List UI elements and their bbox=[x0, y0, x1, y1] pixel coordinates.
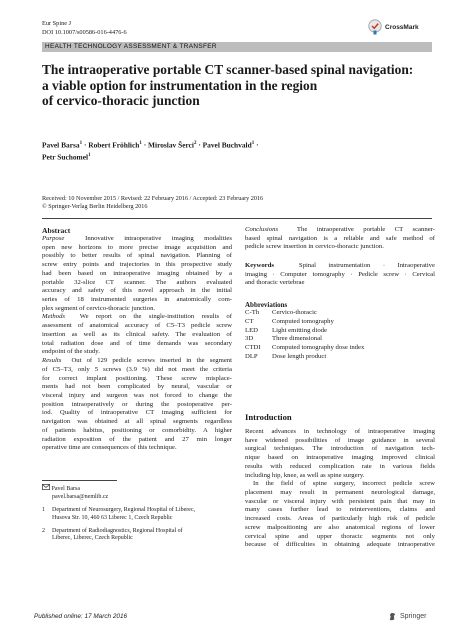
line-text: portable 32-slice CT scanner. The authors evaluated bbox=[42, 278, 232, 286]
author-name[interactable]: Pavel Barsa bbox=[42, 140, 80, 150]
line-text: had been based on intraoperative imaging obtained by a bbox=[42, 269, 232, 277]
text-line bbox=[42, 270, 232, 279]
line-text: The intraoperative portable CT scanner- bbox=[296, 226, 435, 233]
affiliation-text: Department of Radiodiagnostics, Regional Hospital of bbox=[52, 527, 183, 534]
author-separator: · bbox=[83, 140, 89, 150]
text-line bbox=[245, 472, 435, 481]
abbreviation-definition: Computed tomography dose index bbox=[272, 344, 365, 352]
journal-name: Eur Spine J bbox=[42, 20, 72, 27]
line-text: nique based on intraoperative imaging improved clinical bbox=[245, 454, 435, 462]
text-line bbox=[42, 357, 232, 366]
abbreviation: LED bbox=[245, 326, 258, 334]
keywords-label: Keywords bbox=[245, 262, 274, 269]
line-text: series of 18 instrumented surgeries in anatomically com- bbox=[42, 296, 232, 304]
conclusions-body bbox=[245, 226, 435, 252]
text-line bbox=[245, 463, 435, 472]
line-text: accuracy and safety of this novel approach in the initial bbox=[42, 287, 232, 295]
envelope-icon bbox=[42, 484, 50, 494]
abbreviation: 3D bbox=[245, 335, 254, 343]
paragraph-label: Purpose bbox=[42, 235, 65, 242]
abbreviations bbox=[245, 301, 435, 362]
affiliation-text: Liberec, Liberec, Czech Republic bbox=[52, 535, 133, 542]
text-line bbox=[245, 428, 435, 437]
line-text: many cases further lead to reinterventions, claims and bbox=[245, 506, 435, 514]
line-text: navigation was obtained at all spinal segments regardless bbox=[42, 418, 232, 426]
line-text: position intraoperatively or during the postoperative per- bbox=[42, 400, 232, 408]
title-line: of cervico-thoracic junction bbox=[42, 93, 200, 108]
line-text: assessment of anatomical accuracy of C5–T3 pedicle screw bbox=[42, 322, 232, 330]
author-line-2 bbox=[42, 151, 402, 163]
line-text: of C5–T3, only 5 screws (3.9 %) did not meet the criteria bbox=[42, 365, 232, 373]
text-line bbox=[42, 252, 232, 261]
keywords-text: imaging · Computer tomography · Pedicle screw · Cervical bbox=[245, 270, 435, 278]
author-name[interactable]: Pavel Buchvald bbox=[202, 140, 252, 150]
text-line bbox=[42, 287, 232, 296]
abstract-conclusions bbox=[245, 226, 435, 252]
abbreviation-definition: Dose length product bbox=[272, 352, 327, 360]
line-text: results with reduced complication rate in various fields bbox=[245, 462, 435, 470]
text-line bbox=[245, 489, 435, 498]
text-line bbox=[245, 445, 435, 454]
author-list bbox=[42, 139, 402, 163]
line-text: increased costs. Areas of particularly high risk of pedicle bbox=[245, 515, 435, 523]
text-line bbox=[42, 444, 232, 453]
introduction-body bbox=[245, 428, 435, 550]
copyright: © Springer-Verlag Berlin Heidelberg 2016 bbox=[42, 203, 148, 211]
line-text: Out of 129 pedicle screws inserted in the segment bbox=[71, 357, 232, 365]
text-line bbox=[245, 506, 435, 515]
abbreviations-heading: Abbreviations bbox=[245, 301, 288, 309]
abbreviation-row bbox=[245, 335, 435, 344]
abbreviation-row bbox=[245, 344, 435, 353]
springer-horse-icon bbox=[388, 612, 397, 621]
correspondence-name: Pavel Barsa bbox=[51, 486, 80, 493]
text-line bbox=[245, 524, 435, 533]
paragraph-label: Conclusions bbox=[245, 226, 279, 233]
author-affiliation-mark: 1 bbox=[79, 141, 83, 146]
text-line bbox=[42, 235, 232, 244]
publisher-name: Springer bbox=[400, 613, 427, 620]
line-text: open new horizons to more precise image acquisition and bbox=[42, 243, 232, 251]
line-text: operative time are consequences of this technique. bbox=[42, 444, 177, 452]
abbreviation-definition: Cervico-thoracic bbox=[272, 309, 317, 316]
author-line-1 bbox=[42, 139, 402, 151]
divider bbox=[42, 218, 432, 219]
abbreviation-definition: Three dimensional bbox=[272, 335, 322, 343]
author-name[interactable]: Robert Fröhlich bbox=[88, 140, 140, 150]
line-text: Recent advances in technology of intraoperative imaging bbox=[245, 428, 435, 435]
title-line: The intraoperative portable CT scanner-based spinal navigation: bbox=[42, 62, 414, 77]
text-line bbox=[42, 409, 232, 418]
abbreviation-row bbox=[245, 318, 435, 327]
line-text: insertion as well as its clinical safety. The evaluation of bbox=[42, 330, 232, 338]
doi: DOI 10.1007/s00586-016-4476-6 bbox=[42, 29, 127, 36]
line-text: screw entry points and trajectories in this prospective study bbox=[42, 261, 232, 269]
abbreviation: DLP bbox=[245, 352, 258, 360]
line-text: plex segment of cervico-thoracic junction. bbox=[42, 304, 156, 312]
abbreviation-row bbox=[245, 309, 435, 318]
introduction bbox=[245, 412, 435, 550]
text-line bbox=[42, 305, 232, 314]
affiliation bbox=[42, 528, 232, 543]
author-affiliation-mark: 1 bbox=[139, 141, 142, 146]
footnote-divider bbox=[42, 480, 117, 481]
abstract bbox=[42, 226, 232, 453]
keywords bbox=[245, 262, 435, 288]
line-text: total radiation dose and of time demands was secondary bbox=[42, 339, 232, 347]
text-line bbox=[42, 279, 232, 288]
abbreviation-row bbox=[245, 327, 435, 336]
paragraph-label: Results bbox=[42, 357, 62, 365]
correspondence-email[interactable]: pavel.barsa@nemlib.cz bbox=[52, 493, 109, 500]
author-affiliation-mark: 1 bbox=[251, 141, 255, 146]
article-title bbox=[42, 62, 434, 109]
text-line bbox=[42, 427, 232, 436]
affiliation-text: Husova Str. 10, 460 63 Liberec 1, Czech Republic bbox=[52, 514, 173, 521]
author-name[interactable]: Petr Suchomel bbox=[42, 152, 89, 162]
abstract-body bbox=[42, 235, 232, 453]
affiliation-number: 1 bbox=[42, 507, 45, 514]
line-text: screw malpositioning are also anatomical regions of lower bbox=[245, 523, 435, 531]
line-text: of patients habitus, positioning or comorbidity. A higher bbox=[42, 426, 232, 434]
abbreviation-definition: Light emitting diode bbox=[272, 326, 327, 334]
line-text: vascular or visceral injury with persistent pain that may in bbox=[245, 497, 435, 505]
line-text: based spinal navigation is a reliable and safe method of bbox=[245, 234, 435, 242]
crossmark-icon bbox=[368, 19, 382, 35]
crossmark-label: CrossMark bbox=[385, 23, 419, 31]
affiliation-number: 2 bbox=[42, 527, 45, 534]
line-text: pedicle screw insertion in cervico-thoracic junction. bbox=[245, 243, 384, 251]
text-line bbox=[42, 313, 232, 322]
line-text: placement may result in permanent neurological damage, bbox=[245, 489, 435, 497]
line-text: possibly to better results of spinal navigation. Planning of bbox=[42, 252, 232, 260]
footnotes bbox=[42, 484, 232, 543]
line-text: ments had not been complicated by neural, vascular or bbox=[42, 383, 232, 391]
text-line bbox=[245, 454, 435, 463]
text-line bbox=[245, 480, 435, 489]
keywords-text: and thoracic vertebrae bbox=[245, 279, 305, 287]
text-line bbox=[42, 244, 232, 253]
author-separator: · bbox=[198, 140, 203, 150]
title-line: a viable option for instrumentation in the region bbox=[42, 77, 318, 93]
author-name[interactable]: Miroslav Šerci bbox=[148, 140, 194, 150]
text-line bbox=[42, 348, 232, 357]
crossmark-badge[interactable] bbox=[368, 19, 419, 35]
correspondence bbox=[42, 484, 232, 494]
affiliation bbox=[42, 507, 232, 522]
author-affiliation-mark: 2 bbox=[193, 141, 197, 146]
line-text: endpoint of the study. bbox=[42, 348, 100, 356]
article-dates bbox=[42, 195, 432, 211]
text-line bbox=[42, 366, 232, 375]
text-line bbox=[245, 541, 435, 550]
line-text: Innovative intraoperative imaging modalities bbox=[85, 235, 232, 242]
text-line bbox=[245, 226, 435, 235]
author-separator: · bbox=[143, 140, 149, 150]
line-text: including hip, knee, as well as spine surgery. bbox=[245, 471, 365, 479]
text-line bbox=[245, 437, 435, 446]
text-line bbox=[42, 392, 232, 401]
text-line bbox=[42, 322, 232, 331]
text-line bbox=[245, 235, 435, 244]
text-line bbox=[245, 498, 435, 507]
line-text: visceral injury and surgeon was not forced to change the bbox=[42, 391, 232, 399]
author-affiliation-mark: 1 bbox=[88, 152, 91, 158]
text-line bbox=[42, 418, 232, 427]
text-line bbox=[245, 515, 435, 524]
line-text: because of difficulties in obtaining adequate intraoperative bbox=[245, 541, 435, 549]
abbreviation: CT bbox=[245, 317, 254, 325]
line-text: for correct implant positioning. These screw misplace- bbox=[42, 374, 232, 382]
line-text: have widened possibilities of image guidance in several bbox=[245, 436, 435, 444]
published-date: Published online: 17 March 2016 bbox=[34, 613, 128, 620]
line-text: In the field of spine surgery, incorrect pedicle screw bbox=[253, 480, 435, 488]
abstract-heading: Abstract bbox=[42, 226, 71, 235]
text-line bbox=[42, 261, 232, 270]
line-text: radiation exposition of the patient and 27 min longer bbox=[42, 435, 232, 443]
publisher-logo bbox=[388, 612, 426, 621]
affiliation-text: Department of Neurosurgery, Regional Hospital of Liberec, bbox=[52, 507, 196, 514]
abbreviation-definition: Computed tomography bbox=[272, 317, 334, 325]
text-line bbox=[42, 375, 232, 384]
text-line bbox=[42, 340, 232, 349]
abbreviation: C-Th bbox=[245, 309, 260, 316]
text-line bbox=[42, 401, 232, 410]
abbreviation-row bbox=[245, 353, 435, 362]
abbreviation: CTDI bbox=[245, 344, 261, 352]
section-label: HEALTH TECHNOLOGY ASSESSMENT & TRANSFER bbox=[42, 42, 432, 52]
paragraph-label: Methods bbox=[42, 313, 66, 321]
line-text: cervical spine and upper thoracic segments not only bbox=[245, 532, 435, 540]
text-line bbox=[245, 533, 435, 542]
line-text: surgical techniques. The introduction of navigation tech- bbox=[245, 445, 435, 453]
text-line bbox=[42, 331, 232, 340]
abbreviations-table bbox=[245, 309, 435, 362]
keywords-text: Spinal instrumentation · Intraoperative bbox=[298, 262, 435, 269]
text-line bbox=[42, 383, 232, 392]
text-line bbox=[42, 436, 232, 445]
line-text: iod. Quality of intraoperative CT imaging sufficient for bbox=[42, 409, 232, 417]
introduction-heading: Introduction bbox=[245, 412, 292, 422]
text-line bbox=[245, 243, 435, 252]
line-text: We report on the single-institution results of bbox=[79, 313, 232, 321]
text-line bbox=[42, 296, 232, 305]
history-dates: Received: 10 November 2015 / Revised: 22 February 2016 / Accepted: 23 February 2016 bbox=[42, 195, 264, 202]
author-separator: · bbox=[256, 140, 259, 150]
